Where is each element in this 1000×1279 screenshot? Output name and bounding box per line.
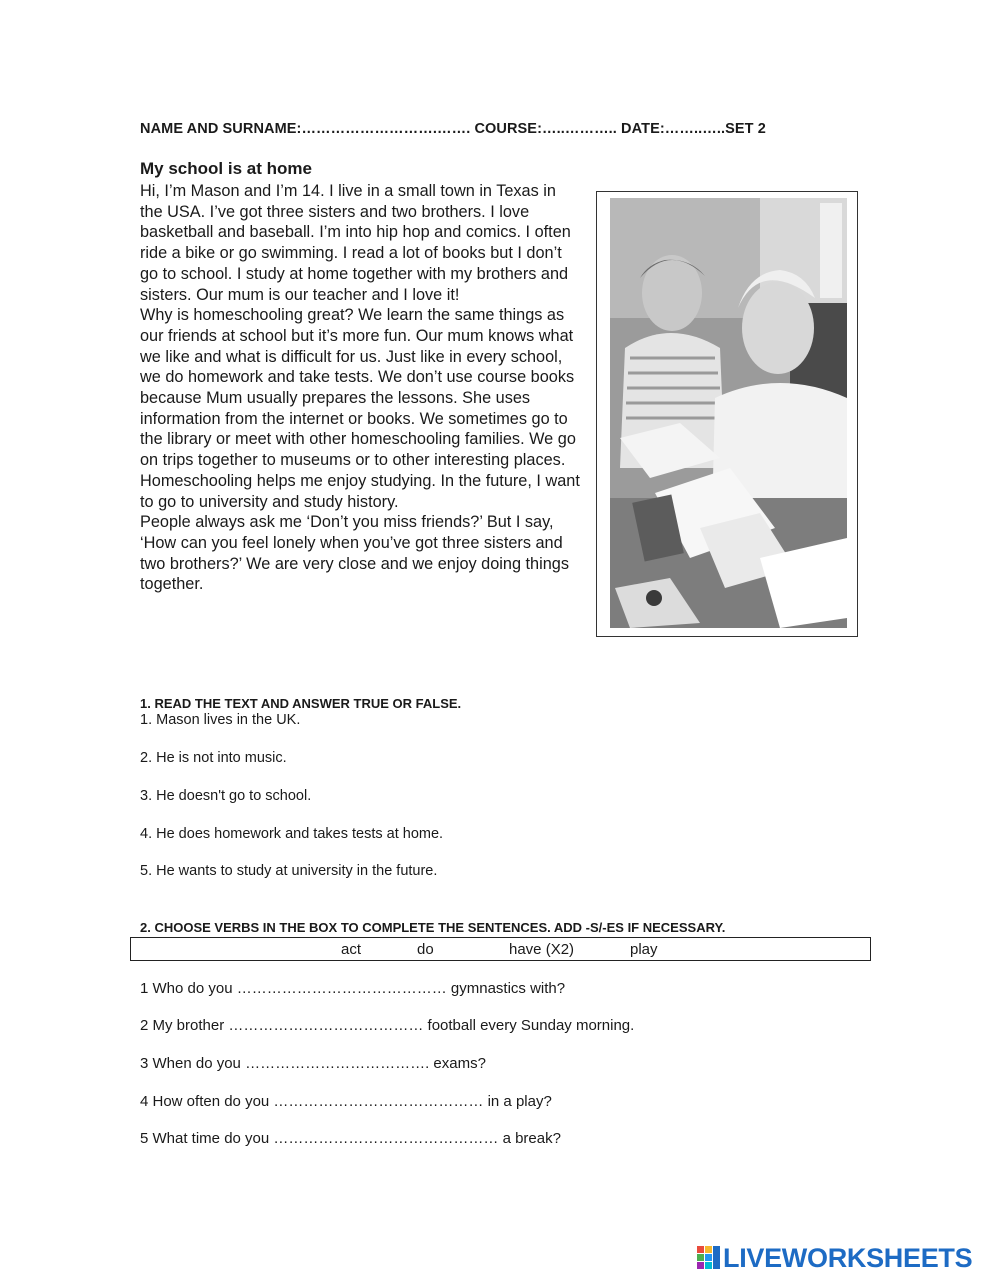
- verb-box: [130, 937, 871, 961]
- reading-paragraph-3: People always ask me ‘Don’t you miss friends?’ But I say, ‘How can you feel lonely when you’ve got three sisters and two brothers?’ We are very close and we enjoy doing things together.: [140, 513, 569, 594]
- verb-option: do: [417, 941, 434, 958]
- logo-text: LIVEWORKSHEETS: [723, 1242, 973, 1273]
- student-info-header: NAME AND SURNAME:……………………….……. COURSE:…..……….. DATE:……..…..SET 2: [140, 121, 766, 137]
- gap-sentence-5: 5 What time do you ……………………………………… a break?: [140, 1130, 561, 1147]
- gap-sentence-4: 4 How often do you …………………………………… in a play?: [140, 1093, 552, 1110]
- gap-sentence-3: 3 When do you ………………………………. exams?: [140, 1055, 486, 1072]
- tf-statement-5: 5. He wants to study at university in the future.: [140, 863, 438, 879]
- verb-option: play: [630, 941, 658, 958]
- reading-text: [140, 181, 580, 595]
- gap-sentence-2: 2 My brother ………………………………… football every Sunday morning.: [140, 1017, 635, 1034]
- reading-title: My school is at home: [140, 159, 312, 178]
- tf-statement-2: 2. He is not into music.: [140, 750, 287, 766]
- reading-paragraph-1: Hi, I’m Mason and I’m 14. I live in a small town in Texas in the USA. I’ve got three sisters and two brothers. I love basketball and baseball. I’m into hip hop and comics. I often ride a bike or go swimming. I read a lot of books but I don’t go to school. I study at home together with my brothers and sisters. Our mum is our teacher and I love it!: [140, 182, 571, 304]
- reading-paragraph-2: Why is homeschooling great? We learn the same things as our friends at school but it’s more fun. Our mum knows what we like and what is difficult for us. Just like in every school, we do homework and take tests. We don’t use course books because Mum usually prepares the lessons. She uses information from the internet or books. We sometimes go to the library or meet with other homeschooling families. We go on trips together to museums or to other interesting places. Homeschooling helps me enjoy studying. In the future, I want to go to university and study history.: [140, 306, 580, 511]
- verb-option: have (X2): [509, 941, 575, 958]
- liveworksheets-logo: [697, 1243, 972, 1273]
- boys-studying-photo: [610, 198, 847, 628]
- photo-frame: [596, 191, 858, 637]
- tf-statement-3: 3. He doesn't go to school.: [140, 788, 312, 804]
- tf-statement-1: 1. Mason lives in the UK.: [140, 712, 301, 728]
- verb-option: act: [341, 941, 362, 958]
- gap-sentence-1: 1 Who do you …………………………………… gymnastics with?: [140, 980, 566, 997]
- exercise-1-heading: 1. READ THE TEXT AND ANSWER TRUE OR FALSE.: [140, 696, 462, 711]
- exercise-2-heading: 2. CHOOSE VERBS IN THE BOX TO COMPLETE THE SENTENCES. ADD -S/-ES IF NECESSARY.: [140, 920, 726, 935]
- liveworksheets-logo-icon: [697, 1244, 721, 1272]
- tf-statement-4: 4. He does homework and takes tests at home.: [140, 826, 444, 842]
